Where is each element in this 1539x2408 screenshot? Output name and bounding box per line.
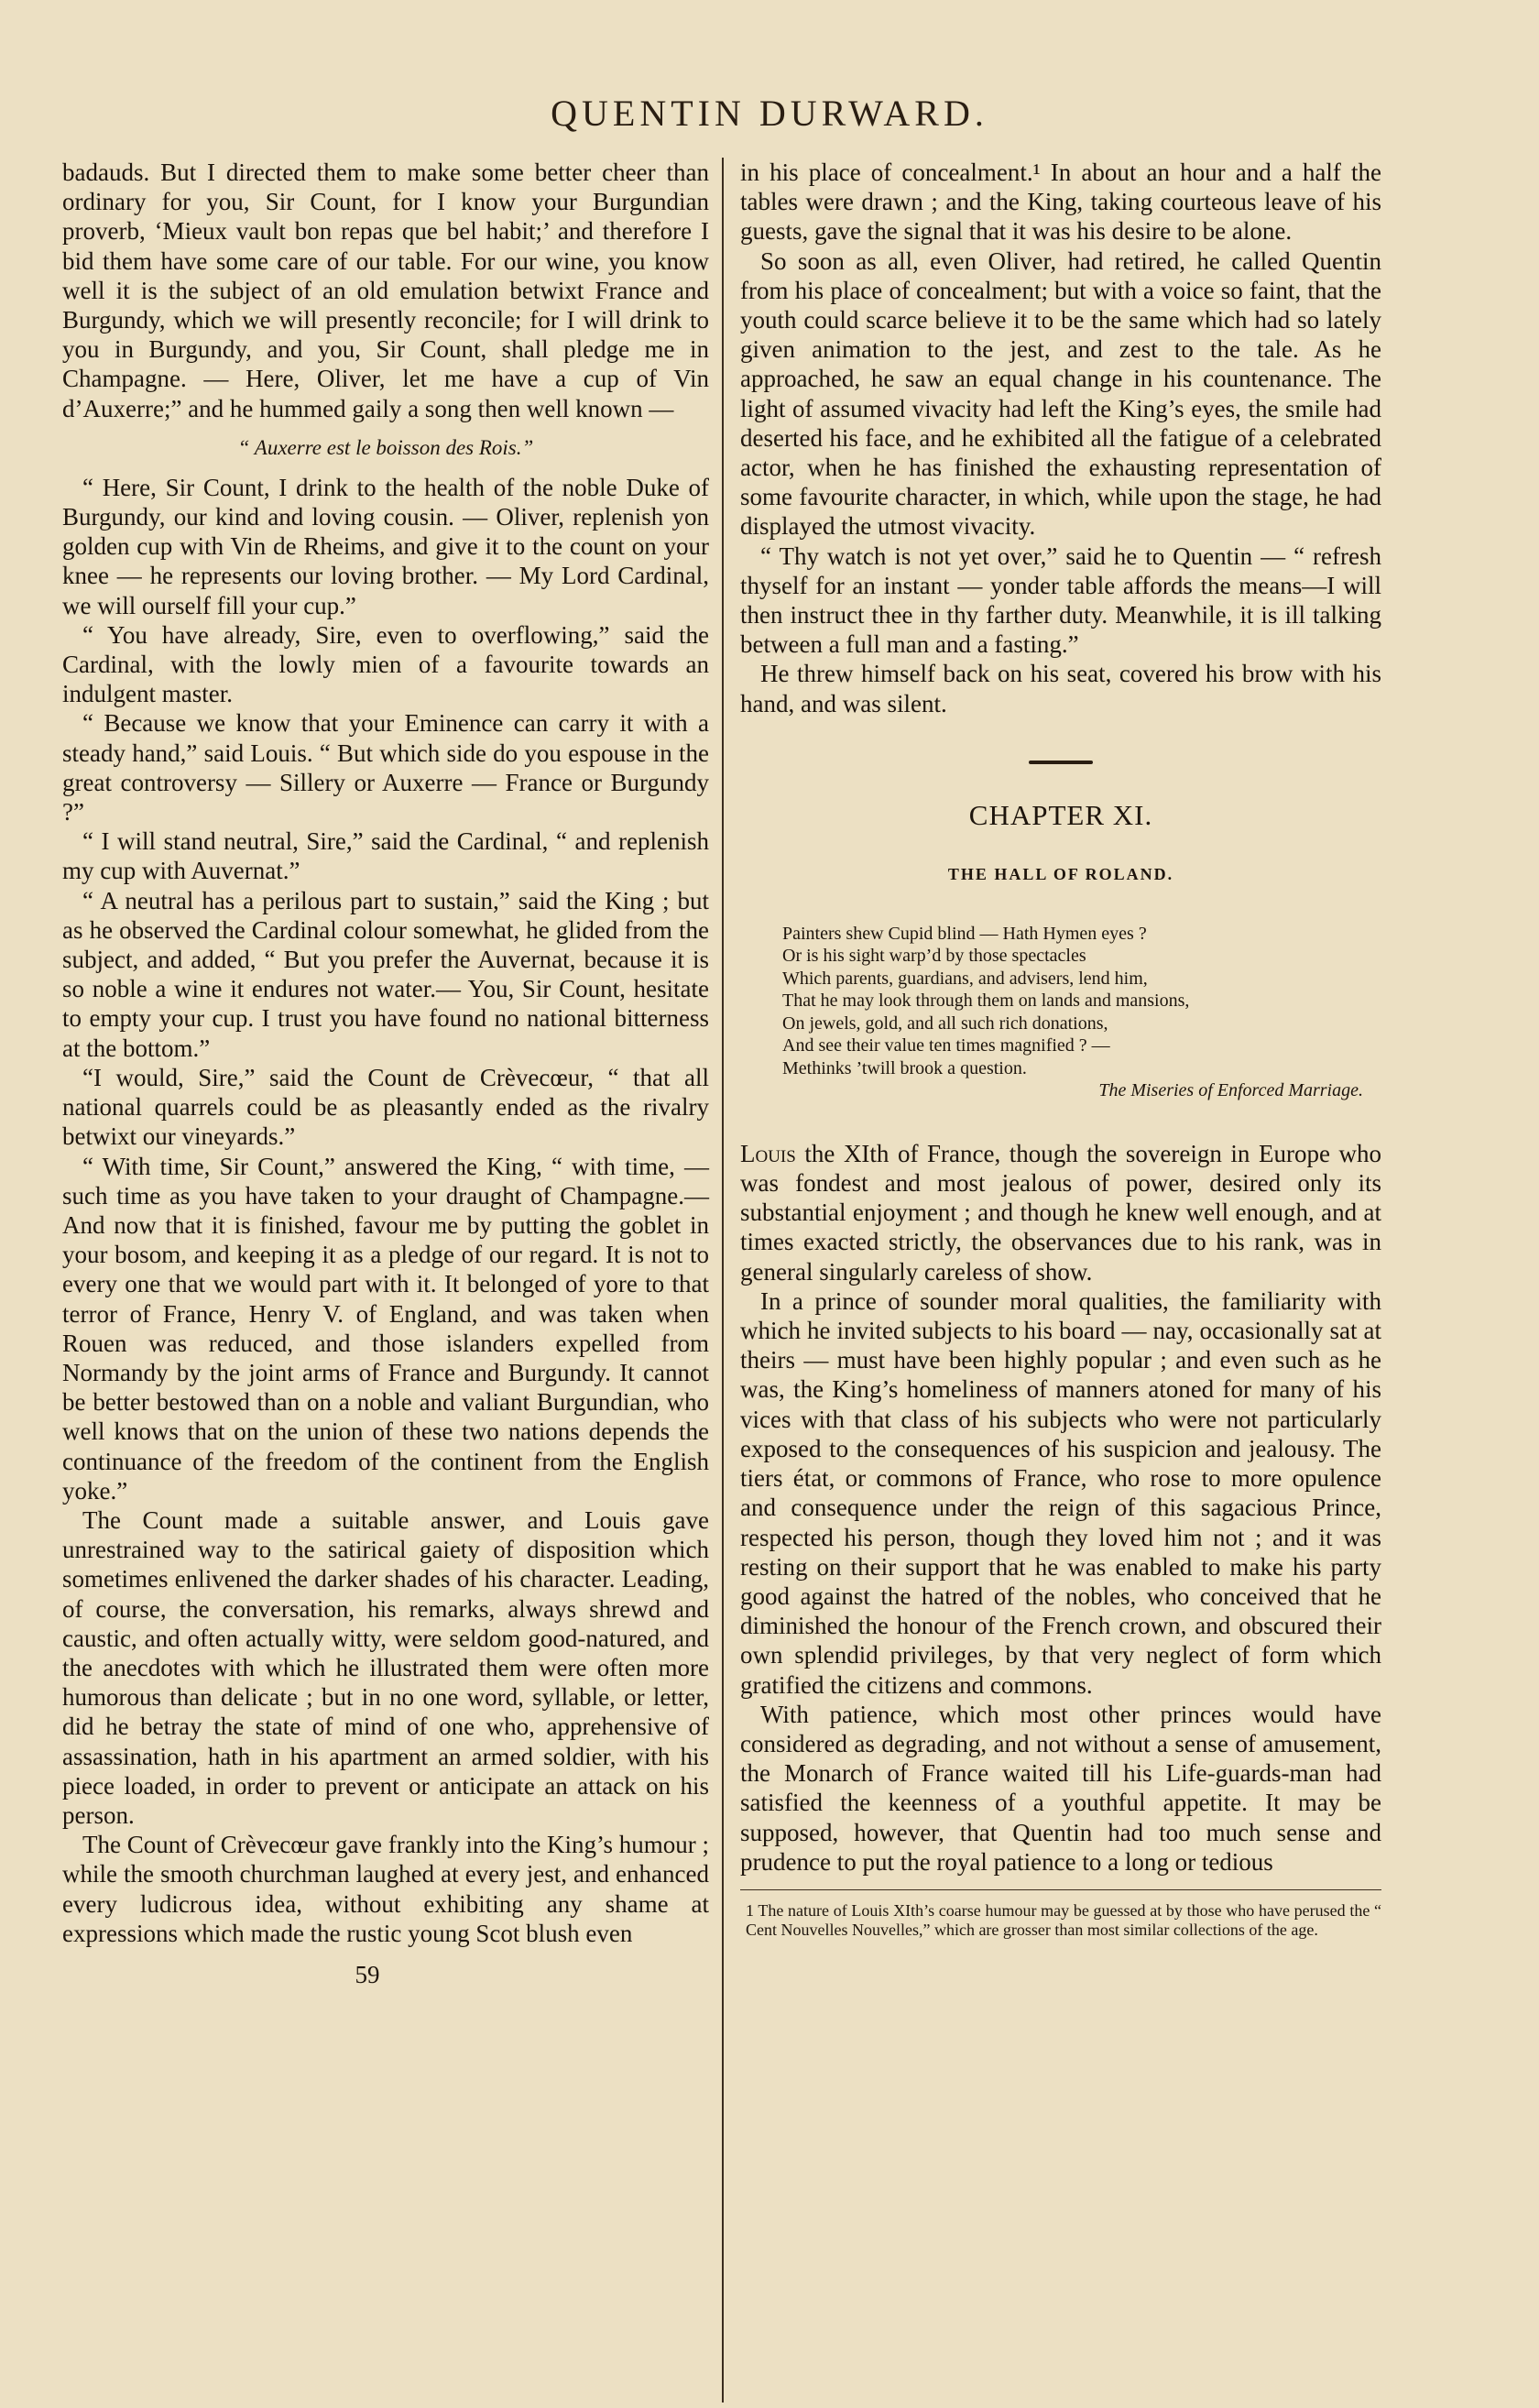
right-column	[740, 158, 1381, 1940]
paragraph: “ With time, Sir Count,” answered the King, “ with time, — such time as you have taken to your draught of Champagne.— And now that it is finished, favour me by putting the goblet in your bosom, and keeping it as a pledge of our regard. It is not to every one that we would part with it. It belonged of yore to that terror of France, Henry V. of England, and was taken when Rouen was reduced, and those islanders expelled from Normandy by the joint arms of France and Burgundy. It cannot be better bestowed than on a noble and valiant Burgundian, who well knows that on the union of these two nations depends the continuance of the freedom of the continent from the English yoke.”	[62, 1152, 709, 1505]
paragraph: He threw himself back on his seat, covered his brow with his hand, and was silent.	[740, 660, 1381, 717]
epigraph	[782, 923, 1369, 1102]
epigraph-line: And see their value ten times magnified ? —	[782, 1035, 1110, 1056]
footnote: 1 The nature of Louis XIth’s coarse humour may be guessed at by those who have perused the “ Cent Nouvelles Nouvelles,” which are grosser than most similar collections of the age.	[746, 1900, 1381, 1939]
epigraph-line: Methinks ’twill brook a question.	[782, 1057, 1027, 1078]
paragraph: badauds. But I directed them to make some better cheer than ordinary for you, Sir Count, for I know your Burgundian proverb, ‘Mieux vault bon repas que bel habit;’ and therefore I bid them have some care of our table. For our wine, you know well it is the subject of an old emulation betwixt France and Burgundy, which we will presently reconcile; for I will drink to you in Burgundy, and you, Sir Count, shall pledge me in Champagne. — Here, Oliver, let me have a cup of Vin d’Auxerre;” and he hummed gaily a song then well known —	[62, 159, 709, 422]
column-divider	[722, 158, 724, 2403]
paragraph: In a prince of sounder moral qualities, the familiarity with which he invited subjects to his board — nay, occasionally sat at theirs — must have been highly popular ; and even such as he was, the King’s homeliness of manners atoned for many of his vices with that class of his subjects who were not particularly exposed to the consequences of his suspicion and jealousy. The tiers état, or commons of France, who rose to more opulence and consequence under the reign of this sagacious Prince, respected his person, though they loved him not ; and it was resting on their support that he was enabled to make his party good against the hatred of the nobles, who conceived that he diminished the honour of the French crown, and obscured their own splendid privileges, by that very neglect of form which gratified the citizens and commons.	[740, 1286, 1381, 1699]
chapter-first-word: Louis	[740, 1139, 796, 1167]
paragraph: “ Here, Sir Count, I drink to the health of the noble Duke of Burgundy, our kind and loving cousin. — Oliver, replenish yon golden cup with Vin de Rheims, and give it to the count on your knee — he represents our loving brother. — My Lord Cardinal, we will ourself fill your cup.”	[62, 473, 709, 619]
epigraph-attribution: The Miseries of Enforced Marriage.	[1098, 1080, 1363, 1101]
paragraph: “ Thy watch is not yet over,” said he to Quentin — “ refresh thyself for an instant — yonder table affords the means—I will then instruct thee in thy farther duty. Meanwhile, it is ill talking between a full man and a fasting.”	[740, 542, 1381, 659]
paragraph: “ A neutral has a perilous part to sustain,” said the King ; but as he observed the Cardinal colour somewhat, he glided from the subject, and added, “ But you prefer the Auvernat, because it is so noble a wine it endures not water.— You, Sir Count, hesitate to empty your cup. I trust you have found no national bitterness at the bottom.”	[62, 886, 709, 1062]
section-ornament	[1029, 761, 1093, 764]
paragraph: in his place of concealment.¹ In about an hour and a half the tables were drawn ; and the King, taking courteous leave of his guests, gave the signal that it was his desire to be alone.	[740, 159, 1381, 246]
song-quotation: “ Auxerre est le boisson des Rois.”	[237, 435, 534, 459]
paragraph: “ Because we know that your Eminence can carry it with a steady hand,” said Louis. “ But which side do you espouse in the great controversy — Sillery or Auxerre — France or Burgundy ?”	[62, 709, 709, 826]
paragraph: “ I will stand neutral, Sire,” said the Cardinal, “ and replenish my cup with Auvernat.”	[62, 827, 709, 885]
chapter-title: CHAPTER XI.	[968, 798, 1153, 831]
paragraph: The Count of Crèvecœur gave frankly into the King’s humour ; while the smooth churchman laughed at every jest, and enhanced every ludicrous idea, without exhibiting any shame at expressions which made the rustic young Scot blush even	[62, 1831, 709, 1947]
footnote-rule	[740, 1889, 1381, 1890]
paragraph: With patience, which most other princes would have considered as degrading, and not without a sense of amusement, the Monarch of France waited till his Life-guards-man had satisfied the keenness of a youthful appetite. It may be supposed, however, that Quentin had too much sense and prudence to put the royal patience to a long or tedious	[740, 1700, 1381, 1876]
epigraph-line: Which parents, guardians, and advisers, lend him,	[782, 968, 1148, 989]
chapter-first-rest: the XIth of France, though the sovereign in Europe who was fondest and most jealous of power, desired only its substantial enjoyment ; and though he knew well enough, and at times exacted strictly, the observances due to his rank, was in general singularly careless of show.	[740, 1139, 1381, 1286]
running-header: QUENTIN DURWARD.	[551, 93, 988, 134]
left-column	[62, 158, 709, 1989]
chapter-opening-paragraph	[740, 1139, 1381, 1286]
epigraph-line: Painters shew Cupid blind — Hath Hymen eyes ?	[782, 923, 1147, 944]
epigraph-line: On jewels, gold, and all such rich donations,	[782, 1012, 1108, 1034]
paragraph: “I would, Sire,” said the Count de Crèvecœur, “ that all national quarrels could be as pleasantly ended as the rivalry betwixt our vineyards.”	[62, 1063, 709, 1151]
epigraph-line: That he may look through them on lands and mansions,	[782, 991, 1190, 1012]
chapter-subtitle: THE HALL OF ROLAND.	[947, 864, 1174, 883]
epigraph-line: Or is his sight warp’d by those spectacles	[782, 946, 1086, 967]
paragraph: “ You have already, Sire, even to overflowing,” said the Cardinal, with the lowly mien of a favourite towards an indulgent master.	[62, 620, 709, 708]
paragraph: So soon as all, even Oliver, had retired, he called Quentin from his place of concealment; but with a voice so faint, that the youth could scarce believe it to be the same which had so lately given animation to the jest, and zest to the tale. As he approached, he saw an equal change in his countenance. The light of assumed vivacity had left the King’s eyes, the smile had deserted his face, and he exhibited all the fatigue of a celebrated actor, when he has finished the exhausting representation of some favourite character, in which, while upon the stage, he had displayed the utmost vivacity.	[740, 246, 1381, 541]
paragraph: The Count made a suitable answer, and Louis gave unrestrained way to the satirical gaiety of disposition which sometimes enlivened the darker shades of his character. Leading, of course, the conversation, his remarks, always shrewd and caustic, and often actually witty, were seldom good-natured, and the anecdotes with which he illustrated them were often more humorous than delicate ; but in no one word, syllable, or letter, did he betray the state of mind of one who, apprehensive of assassination, hath in his apartment an armed soldier, with his piece loaded, in order to prevent or anticipate an attack on his person.	[62, 1505, 709, 1829]
page-number: 59	[355, 1960, 380, 1988]
